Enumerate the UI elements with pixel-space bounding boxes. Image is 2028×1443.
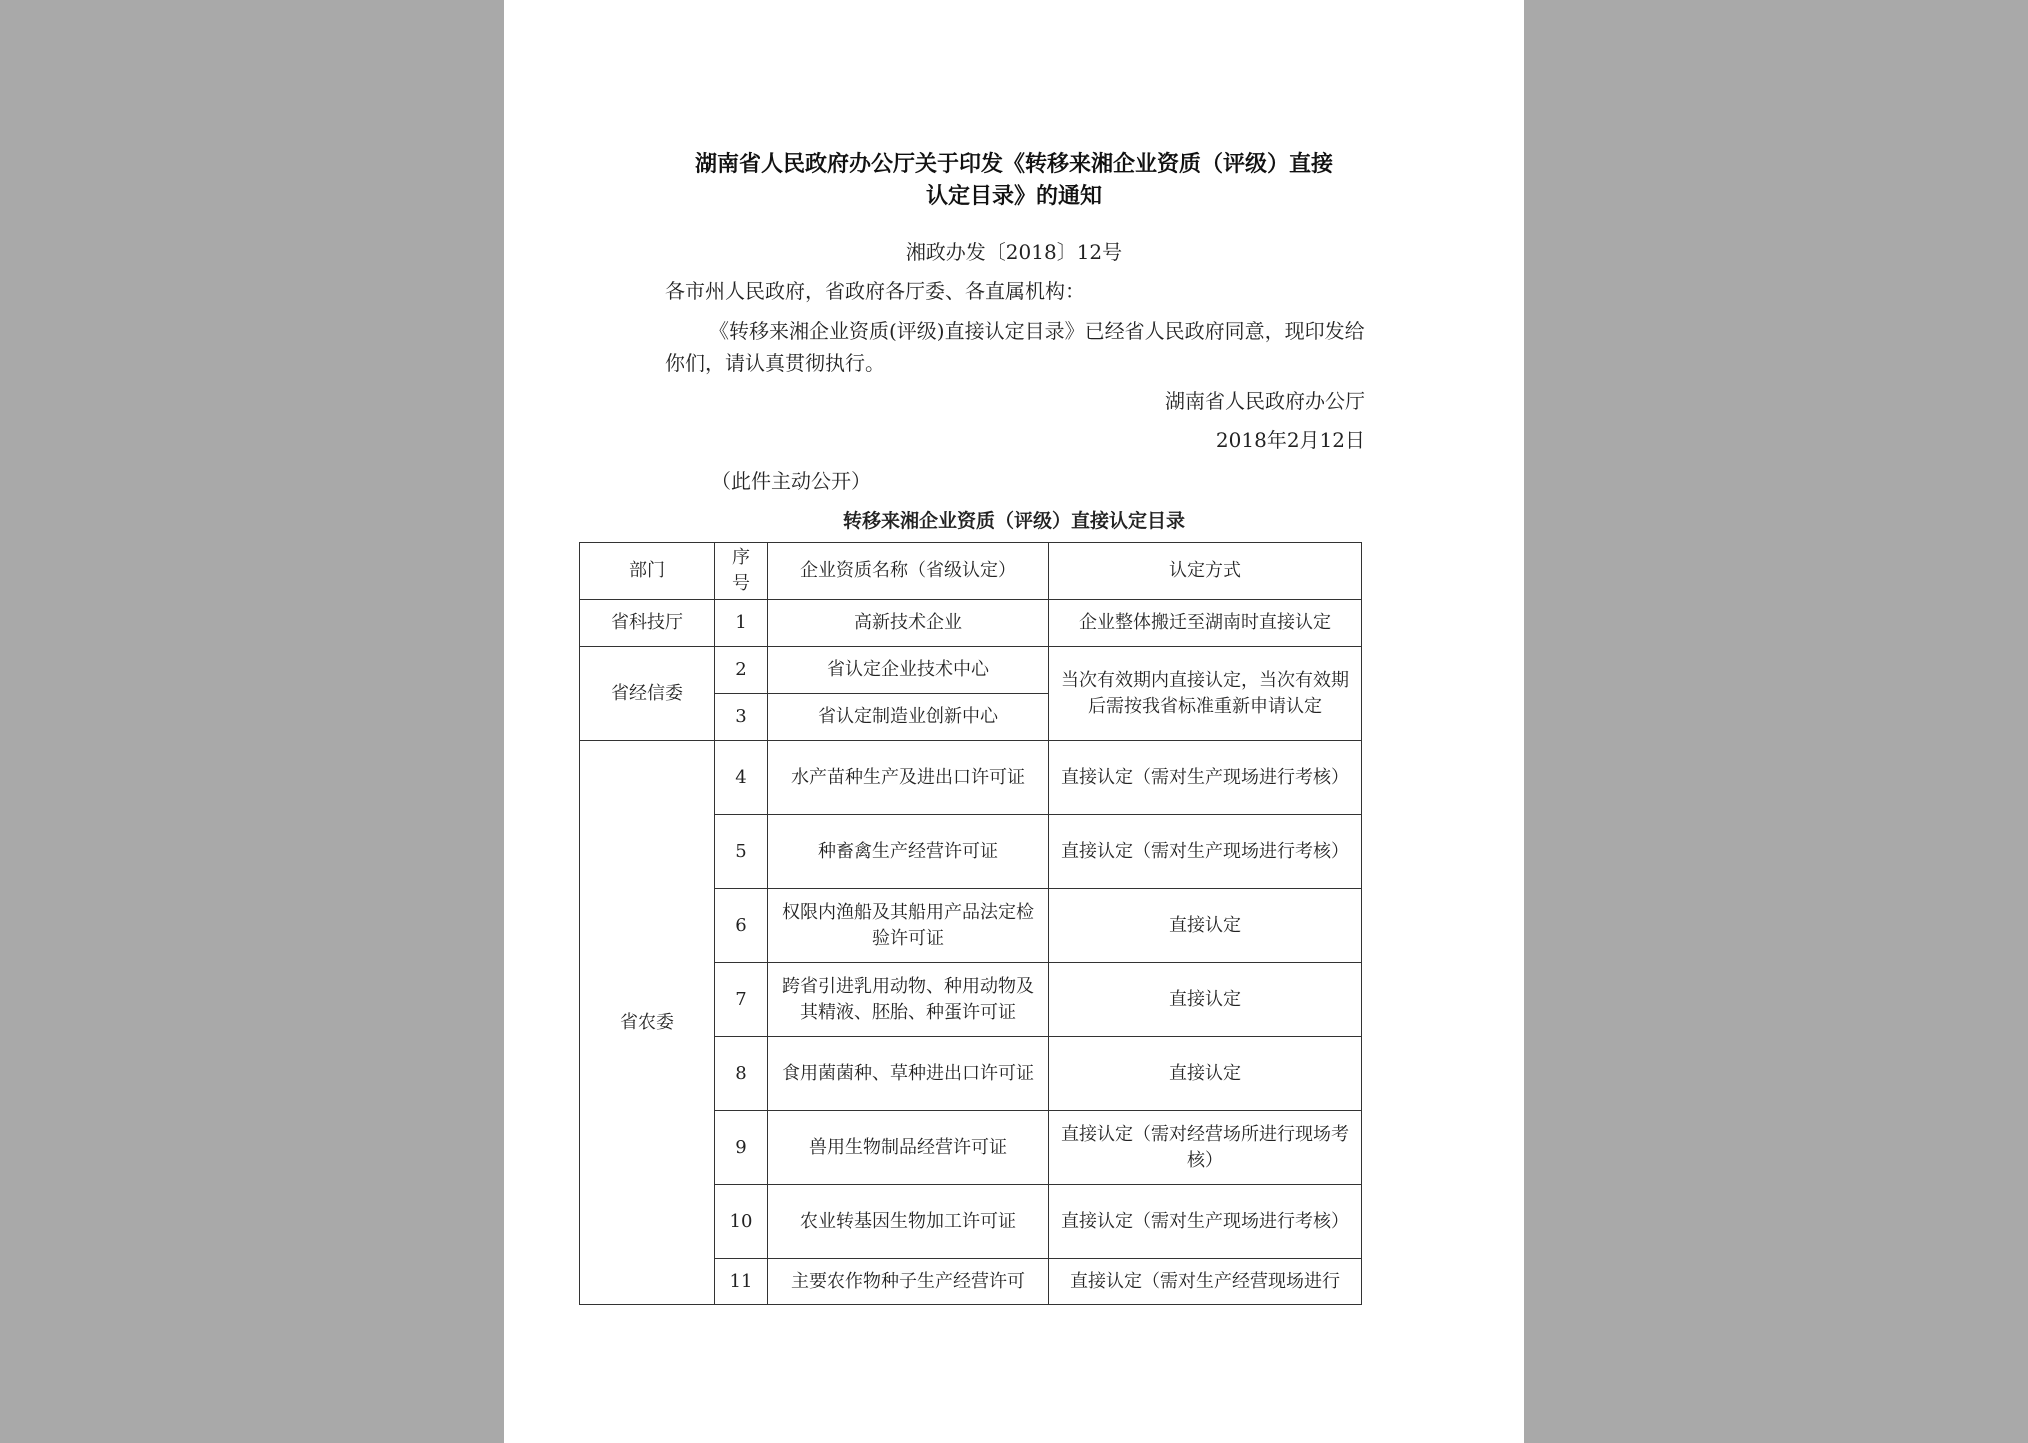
seq-cell: 8 xyxy=(715,1037,768,1111)
name-cell: 兽用生物制品经营许可证 xyxy=(768,1111,1049,1185)
seq-cell: 11 xyxy=(715,1259,768,1305)
name-cell: 省认定企业技术中心 xyxy=(768,647,1049,694)
seq-cell: 6 xyxy=(715,889,768,963)
header-method: 认定方式 xyxy=(1049,543,1362,600)
catalog-table xyxy=(579,542,1362,1305)
method-cell: 当次有效期内直接认定，当次有效期后需按我省标准重新申请认定 xyxy=(1049,647,1362,741)
name-cell: 省认定制造业创新中心 xyxy=(768,694,1049,741)
department-cell: 省农委 xyxy=(580,741,715,1305)
seq-cell: 2 xyxy=(715,647,768,694)
issuer: 湖南省人民政府办公厅 xyxy=(1165,389,1365,413)
name-cell: 跨省引进乳用动物、种用动物及其精液、胚胎、种蛋许可证 xyxy=(768,963,1049,1037)
name-cell: 主要农作物种子生产经营许可 xyxy=(768,1259,1049,1305)
document-title xyxy=(504,148,1524,212)
name-cell: 食用菌菌种、草种进出口许可证 xyxy=(768,1037,1049,1111)
body-line-2: 意，现印发给你们，请认真贯彻执行。 xyxy=(665,319,1365,375)
seq-cell: 5 xyxy=(715,815,768,889)
method-cell: 直接认定 xyxy=(1049,963,1362,1037)
public-note: （此件主动公开） xyxy=(711,469,871,493)
seq-cell: 1 xyxy=(715,600,768,647)
document-number: 湘政办发〔2018〕12号 xyxy=(905,240,1123,264)
department-cell: 省经信委 xyxy=(580,647,715,741)
name-cell: 权限内渔船及其船用产品法定检验许可证 xyxy=(768,889,1049,963)
header-seq: 序号 xyxy=(715,543,768,600)
name-cell: 农业转基因生物加工许可证 xyxy=(768,1185,1049,1259)
header-department: 部门 xyxy=(580,543,715,600)
body-line-1: 《转移来湘企业资质(评级)直接认定目录》已经省人民政府同 xyxy=(709,319,1245,343)
method-cell: 直接认定（需对生产现场进行考核） xyxy=(1049,1185,1362,1259)
method-cell: 直接认定（需对生产现场进行考核） xyxy=(1049,815,1362,889)
document-page xyxy=(504,0,1524,1443)
method-cell: 企业整体搬迁至湖南时直接认定 xyxy=(1049,600,1362,647)
title-line-2: 认定目录》的通知 xyxy=(925,183,1102,209)
table-header-row xyxy=(580,543,1362,600)
seq-cell: 10 xyxy=(715,1185,768,1259)
seq-cell: 3 xyxy=(715,694,768,741)
table-row xyxy=(580,741,1362,815)
method-cell: 直接认定（需对经营场所进行现场考核） xyxy=(1049,1111,1362,1185)
seq-cell: 7 xyxy=(715,963,768,1037)
name-cell: 水产苗种生产及进出口许可证 xyxy=(768,741,1049,815)
department-cell: 省科技厅 xyxy=(580,600,715,647)
issue-date: 2018年2月12日 xyxy=(1215,428,1365,452)
name-cell: 高新技术企业 xyxy=(768,600,1049,647)
name-cell: 种畜禽生产经营许可证 xyxy=(768,815,1049,889)
method-cell: 直接认定（需对生产经营现场进行 xyxy=(1049,1259,1362,1305)
seq-cell: 9 xyxy=(715,1111,768,1185)
body-paragraph xyxy=(665,315,1365,379)
table-row xyxy=(580,600,1362,647)
seq-cell: 4 xyxy=(715,741,768,815)
addressee: 各市州人民政府，省政府各厅委、各直属机构： xyxy=(665,279,1085,303)
method-cell: 直接认定 xyxy=(1049,889,1362,963)
method-cell: 直接认定（需对生产现场进行考核） xyxy=(1049,741,1362,815)
table-row xyxy=(580,647,1362,694)
header-name: 企业资质名称（省级认定） xyxy=(768,543,1049,600)
title-line-1: 湖南省人民政府办公厅关于印发《转移来湘企业资质（评级）直接 xyxy=(694,151,1333,177)
method-cell: 直接认定 xyxy=(1049,1037,1362,1111)
table-title: 转移来湘企业资质（评级）直接认定目录 xyxy=(842,510,1185,532)
